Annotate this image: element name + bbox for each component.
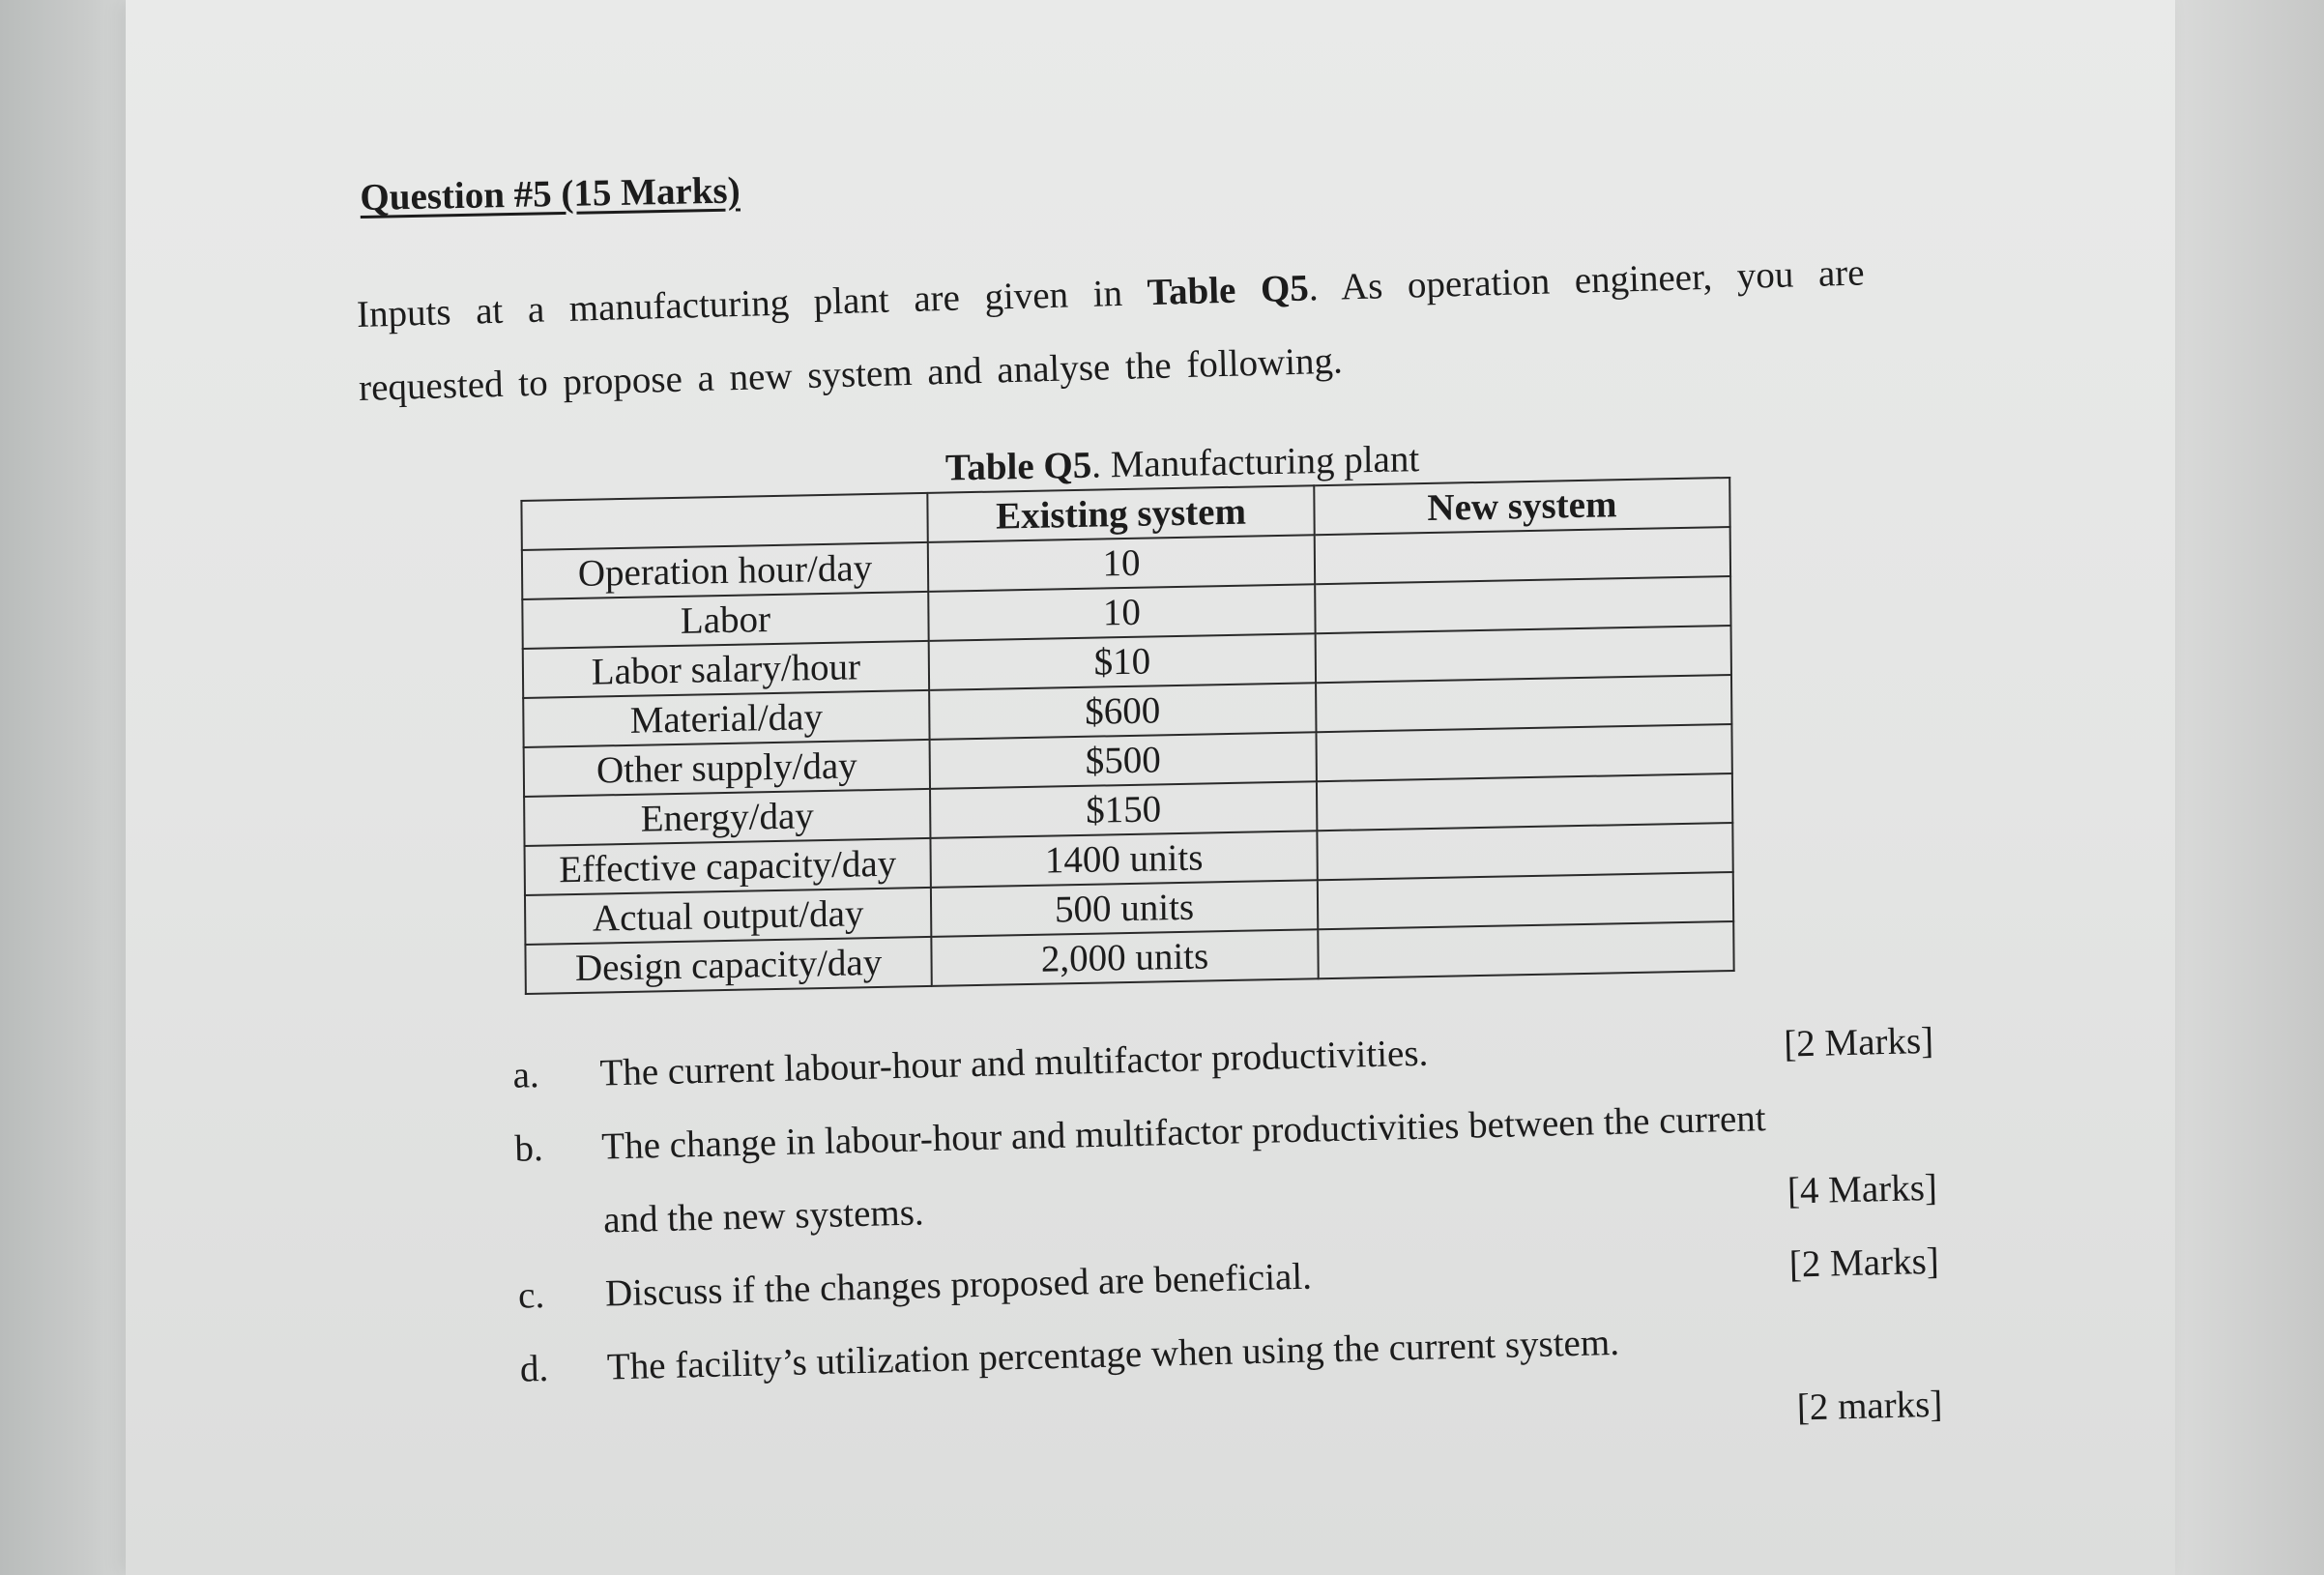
- question-marks: [2 Marks]: [1783, 1019, 1934, 1065]
- existing-value: 2,000 units: [931, 929, 1318, 986]
- new-value: [1318, 872, 1733, 929]
- question-text: Discuss if the changes proposed are beneficial.: [604, 1255, 1313, 1315]
- existing-value: 1400 units: [930, 831, 1317, 888]
- question-text: The change in labour-hour and multifactor productivities between the current: [600, 1097, 1767, 1168]
- question-letter: b.: [513, 1127, 544, 1170]
- row-label: Design capacity/day: [525, 937, 931, 994]
- existing-value: $10: [929, 633, 1316, 690]
- intro-text-post: . As operation engineer, you are: [1308, 251, 1866, 309]
- existing-value: $150: [930, 781, 1317, 838]
- manufacturing-plant-table: [520, 477, 1734, 995]
- question-letter: a.: [512, 1054, 540, 1096]
- new-value: [1316, 626, 1731, 683]
- row-label: Material/day: [523, 690, 929, 747]
- row-label: Energy/day: [524, 789, 930, 846]
- new-value: [1316, 724, 1731, 781]
- new-value: [1317, 823, 1732, 880]
- row-label: Effective capacity/day: [525, 838, 931, 895]
- row-label: Operation hour/day: [522, 542, 928, 599]
- intro-paragraph: [356, 236, 1868, 424]
- question-heading: Question #5 (15 Marks): [360, 169, 741, 219]
- question-marks: [2 Marks]: [1788, 1240, 1940, 1286]
- row-label: Labor: [522, 592, 928, 649]
- question-text-continued: and the new systems.: [602, 1191, 925, 1241]
- question-letter: c.: [517, 1274, 545, 1317]
- existing-value: 10: [928, 584, 1315, 641]
- header-blank: [521, 493, 927, 550]
- existing-value: $500: [930, 732, 1317, 789]
- table-q5: [520, 431, 1733, 995]
- existing-value: 500 units: [931, 880, 1318, 937]
- intro-text-pre: Inputs at a manufacturing plant are given in: [356, 272, 1148, 335]
- new-value: [1315, 576, 1730, 633]
- new-value: [1315, 527, 1730, 584]
- row-label: Labor salary/hour: [523, 641, 929, 698]
- intro-table-ref: Table Q5: [1147, 267, 1310, 314]
- new-value: [1317, 773, 1732, 831]
- question-list: [503, 1019, 1944, 1491]
- question-marks: [2 marks]: [1796, 1383, 1943, 1429]
- row-label: Actual output/day: [525, 888, 931, 945]
- header-existing-system: Existing system: [927, 485, 1314, 542]
- header-new-system: New system: [1314, 478, 1729, 535]
- row-label: Other supply/day: [524, 740, 930, 797]
- existing-value: 10: [928, 535, 1315, 592]
- existing-value: $600: [929, 683, 1316, 740]
- table-caption-label: Table Q5: [944, 444, 1092, 489]
- question-marks: [4 Marks]: [1787, 1166, 1938, 1212]
- question-letter: d.: [519, 1347, 549, 1390]
- table-caption-text: . Manufacturing plant: [1091, 438, 1420, 486]
- new-value: [1318, 921, 1733, 978]
- intro-line-2: requested to propose a new system and analyse the following.: [358, 339, 1344, 409]
- question-text: The current labour-hour and multifactor productivities.: [598, 1032, 1429, 1094]
- new-value: [1316, 675, 1731, 732]
- question-text: The facility’s utilization percentage when using the current system.: [606, 1321, 1620, 1388]
